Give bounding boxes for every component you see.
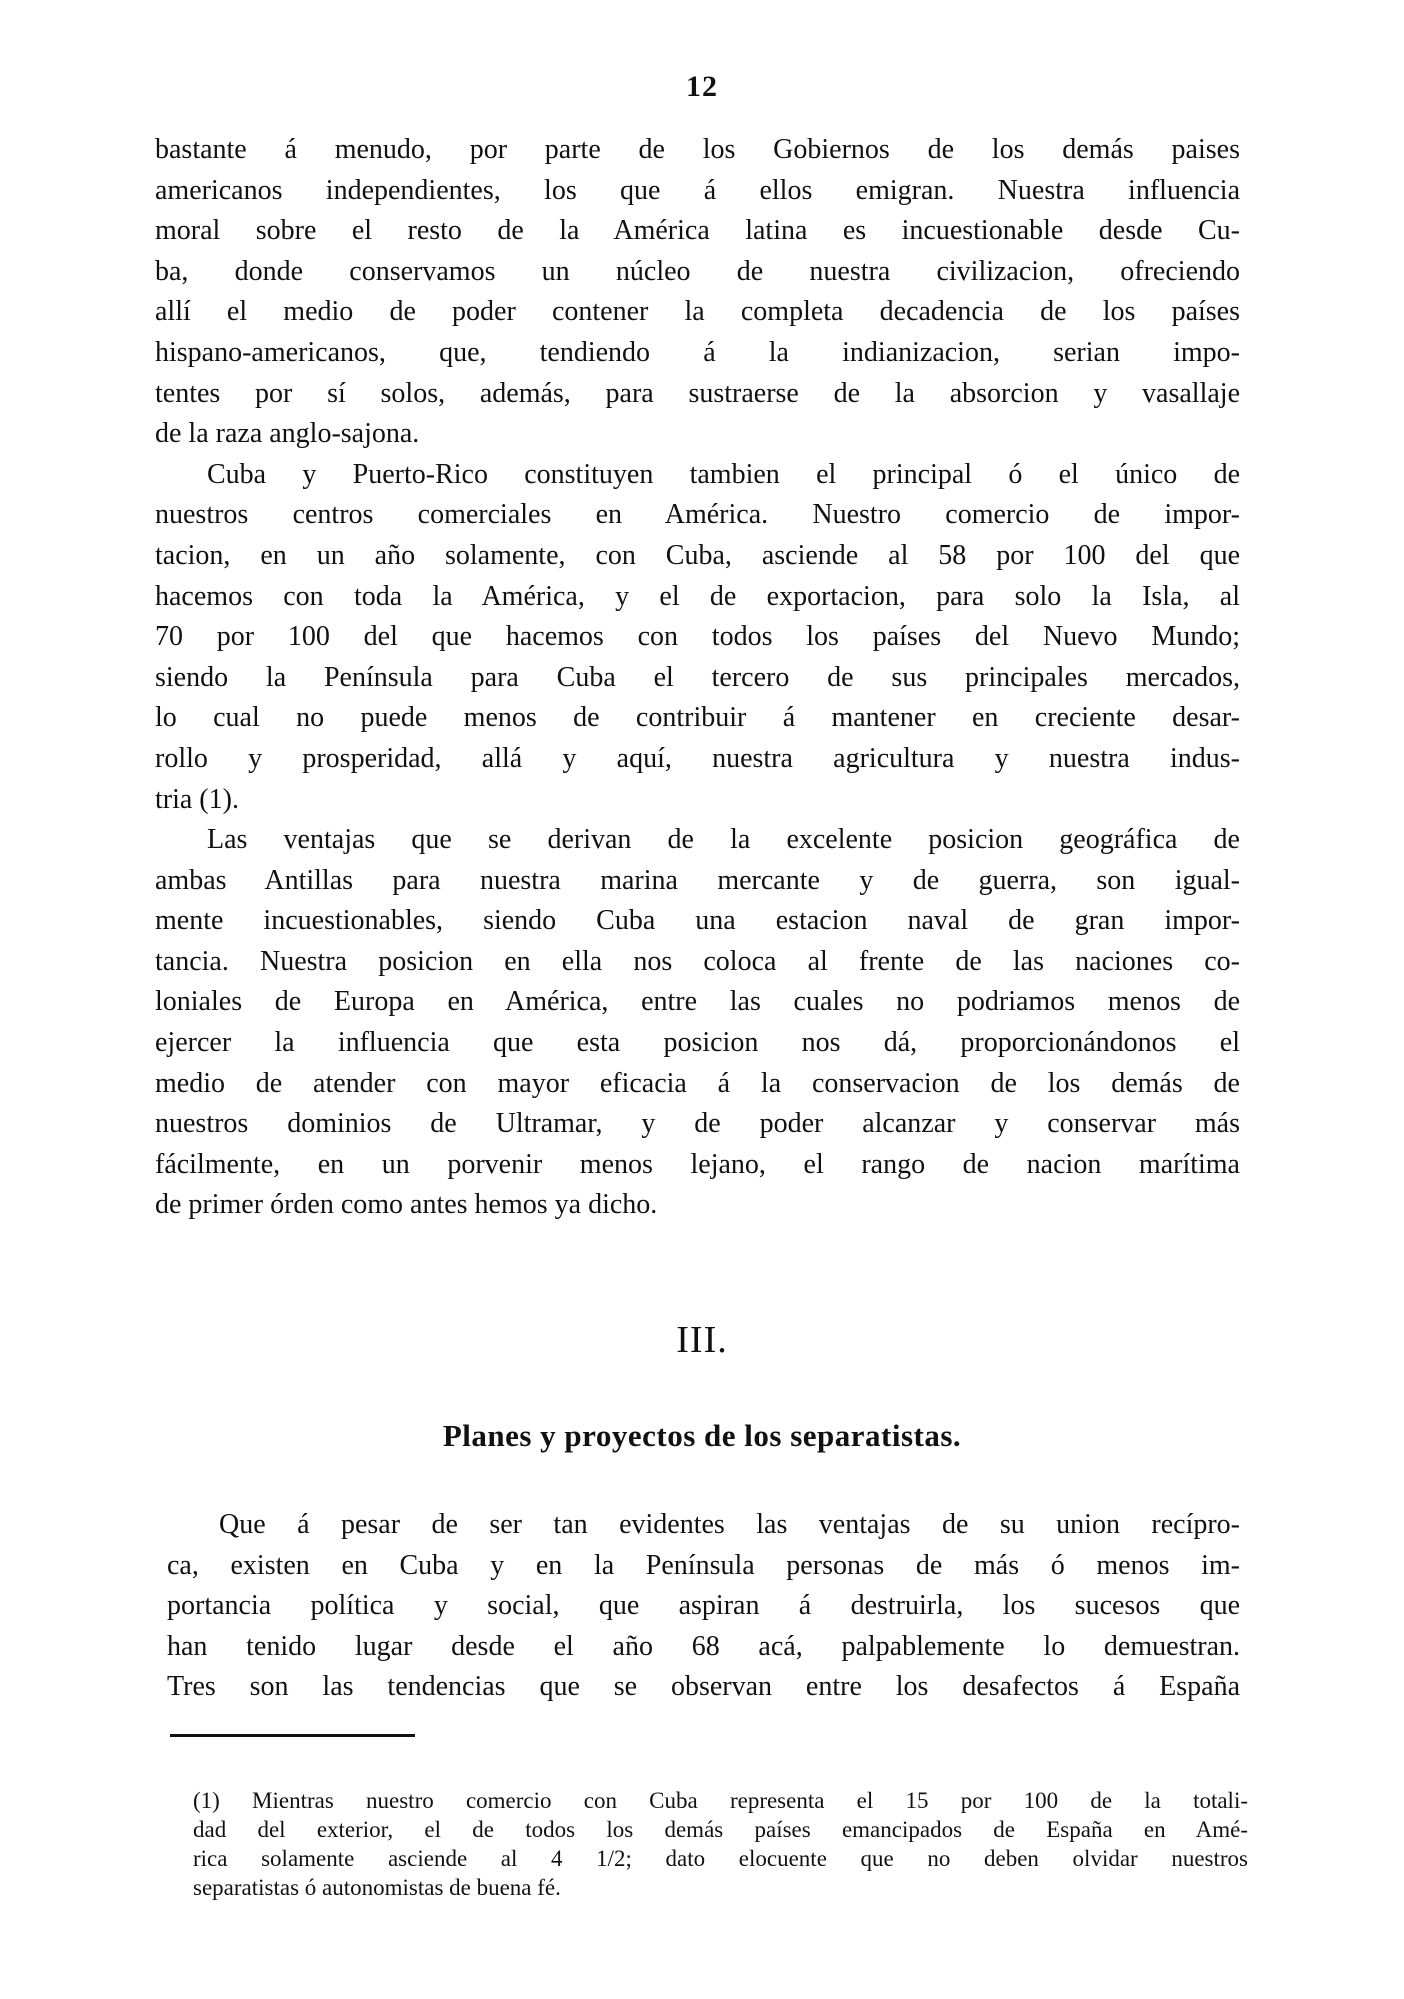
paragraph-1 [155, 130, 1240, 455]
footnote-line: dad del exterior, el de todos los demás países emancipados de España en Amé- [193, 1817, 1248, 1842]
footnote-divider [170, 1734, 415, 1737]
text-line: tentes por sí solos, además, para sustraerse de la absorcion y vasallaje [155, 377, 1240, 409]
page-number: 12 [686, 70, 718, 103]
text-line: portancia política y social, que aspiran á destruirla, los sucesos que [167, 1590, 1240, 1622]
text-line: Tres son las tendencias que se observan entre los desafectos á España [167, 1671, 1240, 1703]
footnote-line: (1) Mientras nuestro comercio con Cuba representa el 15 por 100 de la totali- [193, 1788, 1248, 1813]
text-line: lo cual no puede menos de contribuir á mantener en creciente desar- [155, 702, 1240, 734]
text-line: americanos independientes, los que á ellos emigran. Nuestra influencia [155, 174, 1240, 206]
footnote [193, 1786, 1248, 1902]
text-line: ejercer la influencia que esta posicion nos dá, proporcionándonos el [155, 1027, 1240, 1059]
text-line: moral sobre el resto de la América latina es incuestionable desde Cu- [155, 215, 1240, 247]
text-line: nuestros dominios de Ultramar, y de poder alcanzar y conservar más [155, 1108, 1240, 1140]
body-text-bottom [167, 1505, 1240, 1708]
section-numeral: III. [676, 1319, 728, 1361]
footnote-line: rica solamente asciende al 4 1/2; dato elocuente que no deben olvidar nuestros [193, 1846, 1248, 1871]
text-line: de primer órden como antes hemos ya dicho. [155, 1189, 658, 1221]
text-line: mente incuestionables, siendo Cuba una estacion naval de gran impor- [155, 905, 1240, 937]
text-line: siendo la Península para Cuba el tercero de sus principales mercados, [155, 661, 1240, 693]
body-text-top [155, 130, 1240, 1226]
text-line: tacion, en un año solamente, con Cuba, asciende al 58 por 100 del que [155, 539, 1240, 571]
text-line: tancia. Nuestra posicion en ella nos coloca al frente de las naciones co- [155, 945, 1240, 977]
paragraph-4 [167, 1505, 1240, 1708]
section-title: Planes y proyectos de los separatistas. [442, 1418, 962, 1453]
text-line: ambas Antillas para nuestra marina mercante y de guerra, son igual- [155, 864, 1240, 896]
text-line: de la raza anglo-sajona. [155, 418, 420, 450]
text-line: 70 por 100 del que hacemos con todos los países del Nuevo Mundo; [155, 621, 1240, 653]
text-line: nuestros centros comerciales en América. Nuestro comercio de impor- [155, 499, 1240, 531]
paragraph-3 [155, 820, 1240, 1226]
text-line: rollo y prosperidad, allá y aquí, nuestra agricultura y nuestra indus- [155, 742, 1240, 774]
text-line: tria (1). [155, 783, 239, 815]
text-line: medio de atender con mayor eficacia á la conservacion de los demás de [155, 1067, 1240, 1099]
text-line: allí el medio de poder contener la completa decadencia de los países [155, 296, 1240, 328]
text-line: hacemos con toda la América, y el de exportacion, para solo la Isla, al [155, 580, 1240, 612]
text-line: bastante á menudo, por parte de los Gobiernos de los demás paises [155, 134, 1240, 165]
paragraph-2 [155, 455, 1240, 820]
text-line: Que á pesar de ser tan evidentes las ventajas de su union recípro- [219, 1509, 1240, 1540]
text-line: Cuba y Puerto-Rico constituyen tambien el principal ó el único de [207, 458, 1240, 490]
text-line: fácilmente, en un porvenir menos lejano, el rango de nacion marítima [155, 1148, 1240, 1180]
text-line: ba, donde conservamos un núcleo de nuestra civilizacion, ofreciendo [155, 255, 1240, 287]
text-line: han tenido lugar desde el año 68 acá, palpablemente lo demuestran. [167, 1630, 1240, 1662]
text-line: ca, existen en Cuba y en la Península personas de más ó menos im- [167, 1549, 1240, 1581]
text-line: loniales de Europa en América, entre las cuales no podriamos menos de [155, 986, 1240, 1018]
text-line: hispano-americanos, que, tendiendo á la indianizacion, serian impo- [155, 336, 1240, 368]
text-line: Las ventajas que se derivan de la excelente posicion geográfica de [207, 824, 1240, 856]
footnote-line: separatistas ó autonomistas de buena fé. [193, 1875, 561, 1900]
